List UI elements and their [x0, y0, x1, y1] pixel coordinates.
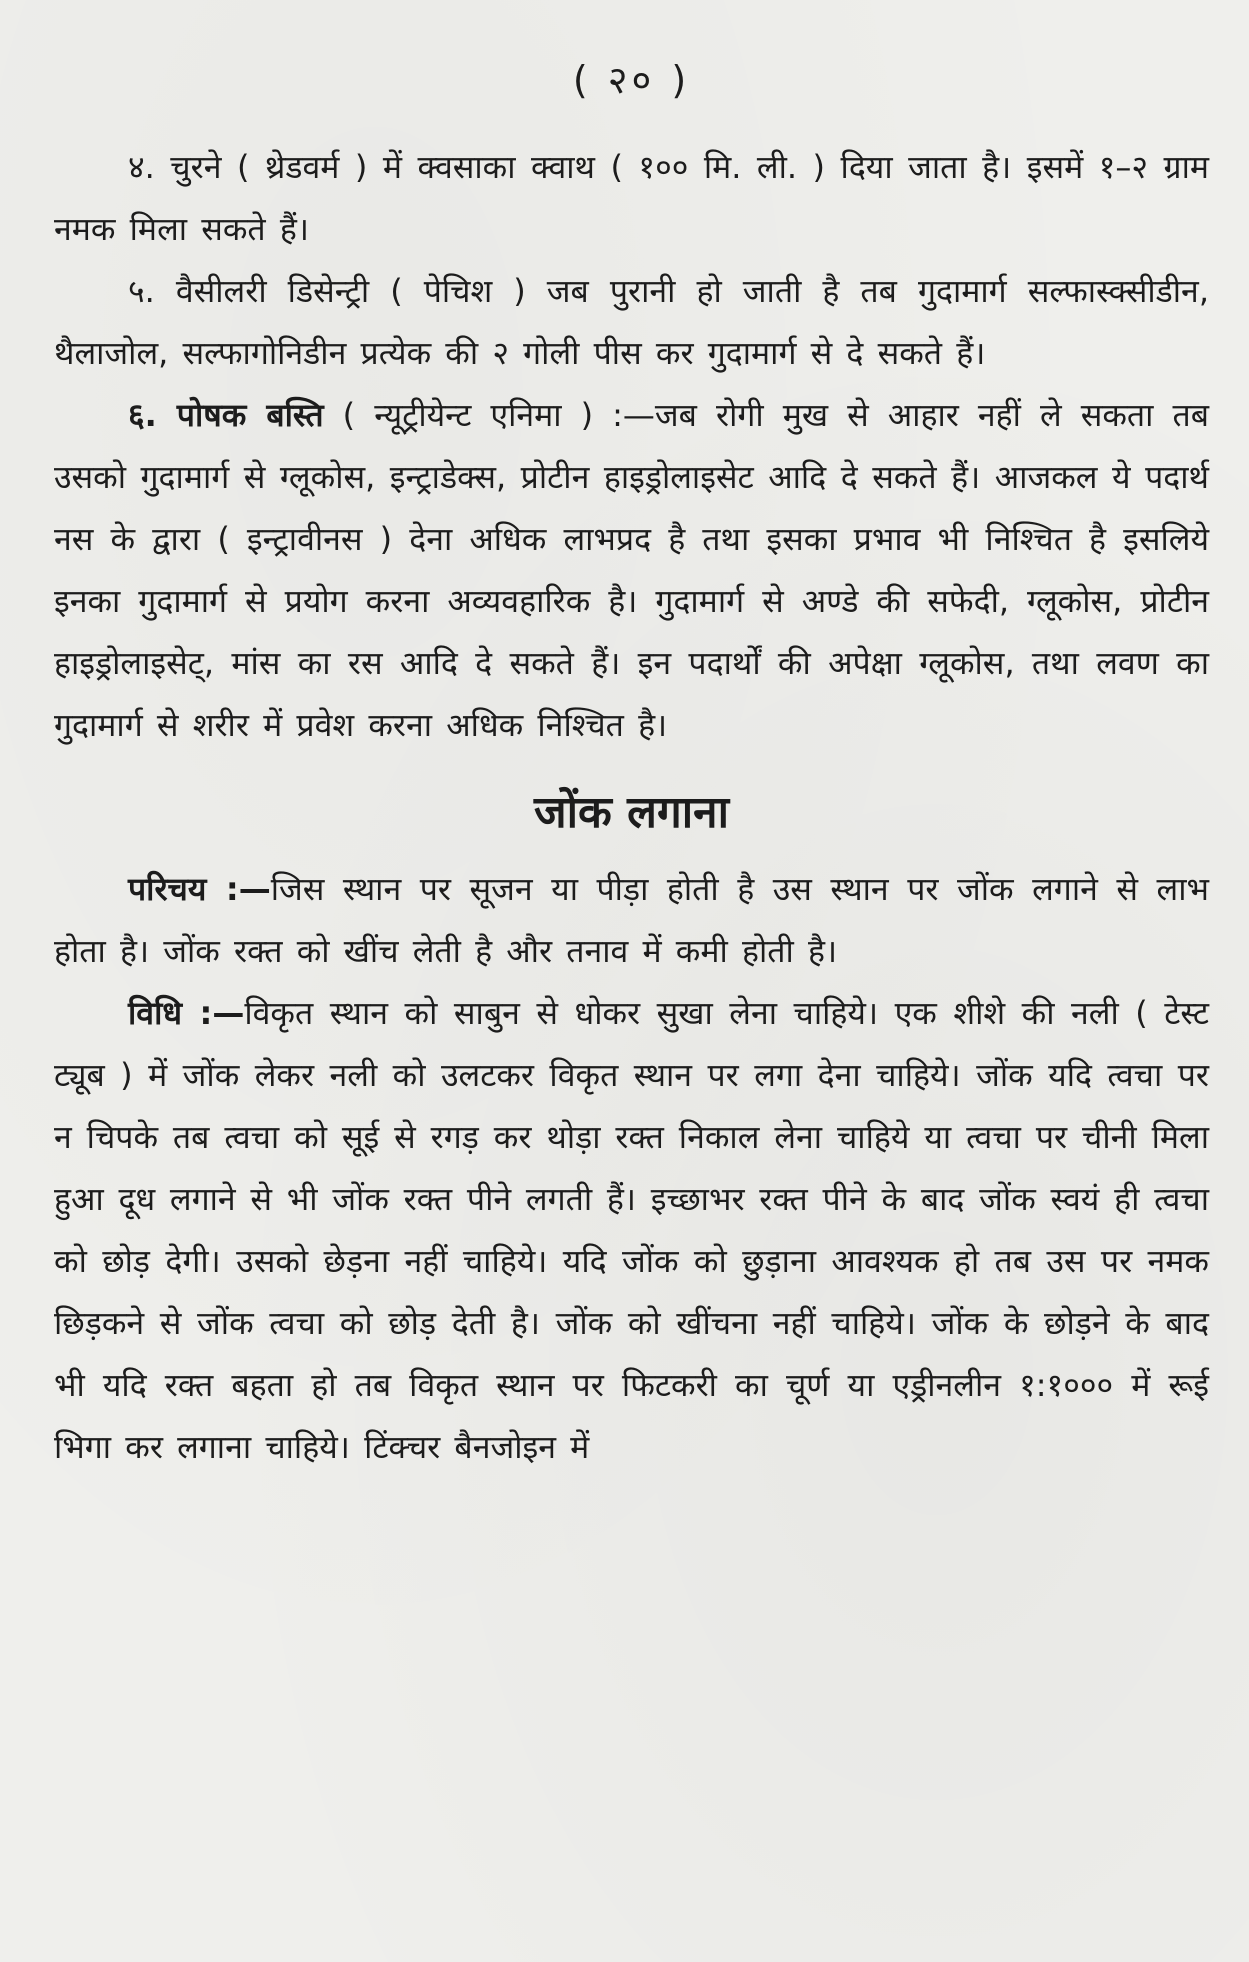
paragraph-method	[54, 982, 1209, 1478]
page-number: ( २० )	[572, 58, 691, 102]
paragraph-bacillary-dysentery	[54, 260, 1209, 384]
paragraph-lead: परिचय :—	[128, 870, 271, 908]
paragraph-text: ४. चुरने ( थ्रेडवर्म ) में क्वसाका क्वाथ ( १०० मि. ली. ) दिया जाता है। इसमें १–२ ग्राम नमक मिला सकते हैं।	[54, 148, 1209, 248]
paragraph-text: जिस स्थान पर सूजन या पीड़ा होती है उस स्थान पर जोंक लगाने से लाभ होता है। जोंक रक्त को खींच लेती है और तनाव में कमी होती है।	[54, 870, 1209, 970]
paragraph-text: ( न्यूट्रीयेन्ट एनिमा ) :—जब रोगी मुख से आहार नहीं ले सकता तब उसको गुदामार्ग से ग्लूकोस, इन्ट्राडेक्स, प्रोटीन हाइड्रोलाइसेट आदि दे सकते हैं। आजकल ये पदार्थ नस के द्वारा ( इन्ट्रावीनस ) देना अधिक लाभप्रद है तथा इसका प्रभाव भी निश्चित है इसलिये इनका गुदामार्ग से प्रयोग करना अव्यवहारिक है। गुदामार्ग से अण्डे की सफेदी, ग्लूकोस, प्रोटीन हाइड्रोलाइसेट्, मांस का रस आदि दे सकते हैं। इन पदार्थों की अपेक्षा ग्लूकोस, तथा लवण का गुदामार्ग से शरीर में प्रवेश करना अधिक निश्चित है।	[54, 396, 1209, 744]
paragraph-churne	[54, 136, 1209, 260]
paragraph-introduction	[54, 858, 1209, 982]
section-heading: जोंक लगाना	[534, 787, 729, 838]
paragraph-lead: ६. पोषक बस्ति	[128, 396, 324, 434]
paragraph-text: विकृत स्थान को साबुन से धोकर सुखा लेना चाहिये। एक शीशे की नली ( टेस्ट ट्यूब ) में जोंक लेकर नली को उलटकर विकृत स्थान पर लगा देना चाहिये। जोंक यदि त्वचा पर न चिपके तब त्वचा को सूई से रगड़ कर थोड़ा रक्त निकाल लेना चाहिये या त्वचा पर चीनी मिला हुआ दूध लगाने से भी जोंक रक्त पीने लगती हैं। इच्छाभर रक्त पीने के बाद जोंक स्वयं ही त्वचा को छोड़ देगी। उसको छेड़ना नहीं चाहिये। यदि जोंक को छुड़ाना आवश्यक हो तब उस पर नमक छिड़कने से जोंक त्वचा को छोड़ देती है। जोंक को खींचना नहीं चाहिये। जोंक के छोड़ने के बाद भी यदि रक्त बहता हो तब विकृत स्थान पर फिटकरी का चूर्ण या एड्रीनलीन १:१००० में रूई भिगा कर लगाना चाहिये। टिंक्चर बैनजोइन में	[54, 994, 1209, 1466]
paragraph-text: ५. वैसीलरी डिसेन्ट्री ( पेचिश ) जब पुरानी हो जाती है तब गुदामार्ग सल्फास्क्सीडीन, थैलाजोल, सल्फागोनिडीन प्रत्येक की २ गोली पीस कर गुदामार्ग से दे सकते हैं।	[54, 272, 1209, 372]
paragraph-nutrient-enema	[54, 384, 1209, 756]
paragraph-lead: विधि :—	[128, 994, 245, 1032]
